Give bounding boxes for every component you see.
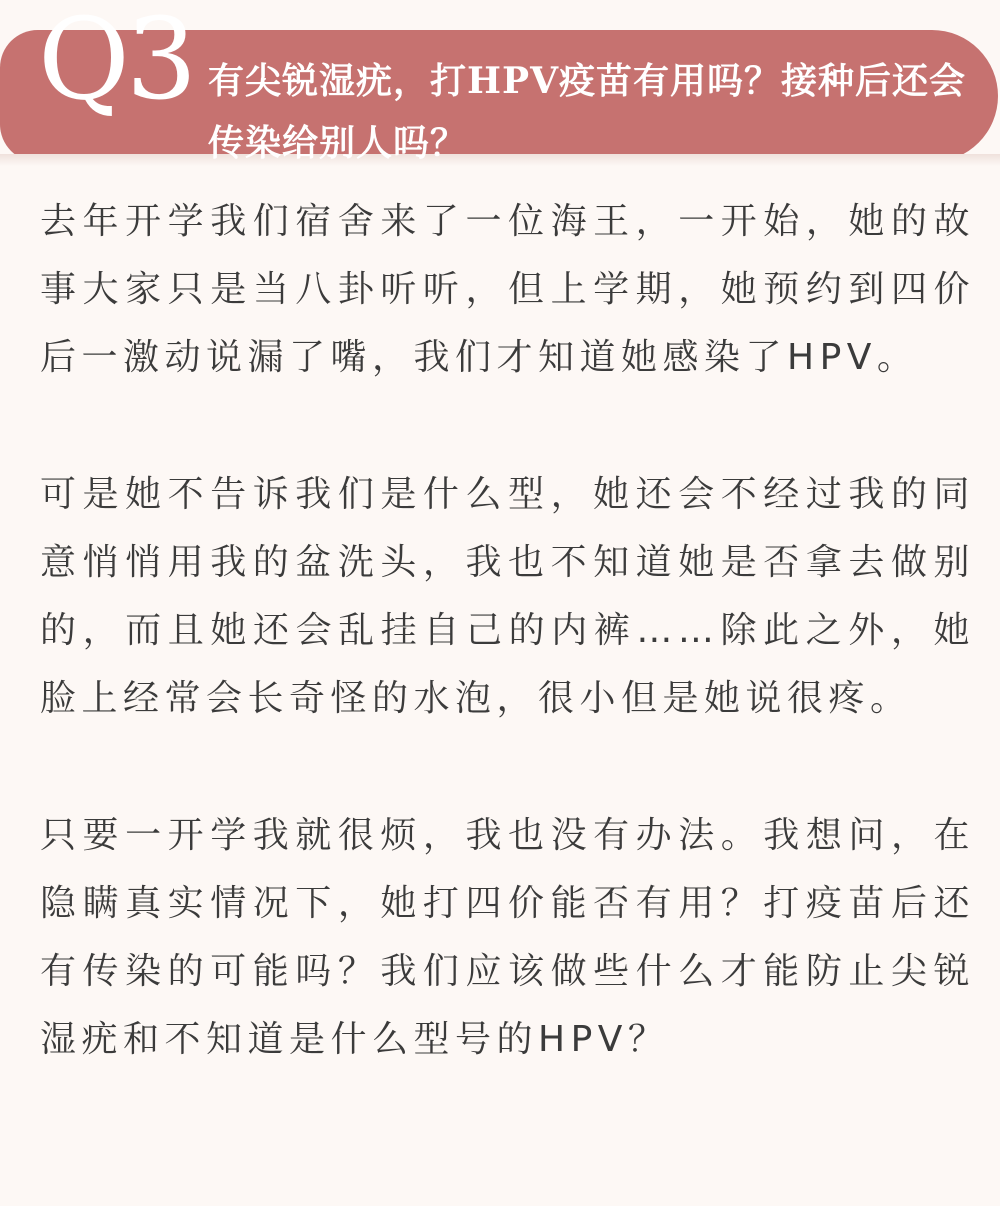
paragraph-2: 可是她不告诉我们是什么型，她还会不经过我的同意悄悄用我的盆洗头，我也不知道她是否拿去做别的，而且她还会乱挂自己的内裤……除此之外，她脸上经常会长奇怪的水泡，很小但是她说很疼。 — [40, 474, 975, 719]
paragraph-3: 只要一开学我就很烦，我也没有办法。我想问，在隐瞒真实情况下，她打四价能否有用？打疫苗后还有传染的可能吗？我们应该做些什么才能防止尖锐湿疣和不知道是什么型号的HPV？ — [40, 815, 975, 1060]
question-body — [40, 188, 975, 1143]
question-number: Q3 — [38, 0, 194, 125]
question-title: 有尖锐湿疣，打HPV疫苗有用吗？接种后还会传染给别人吗？ — [208, 60, 967, 164]
paragraph-1: 去年开学我们宿舍来了一位海王，一开始，她的故事大家只是当八卦听听，但上学期，她预约到四价后一激动说漏了嘴，我们才知道她感染了HPV。 — [40, 201, 975, 378]
